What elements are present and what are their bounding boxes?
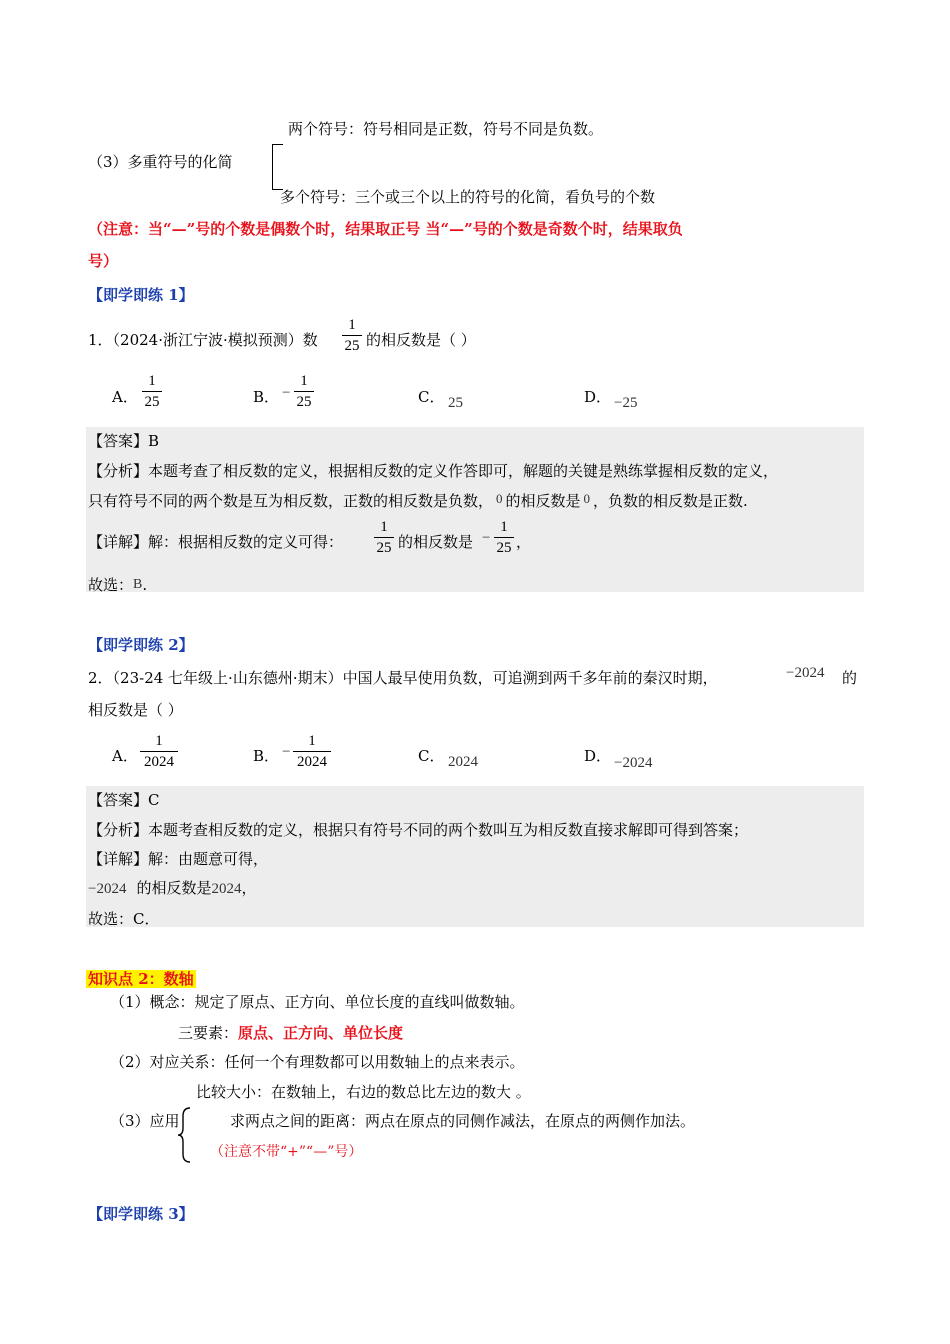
answer-2: 【答案】C bbox=[88, 791, 160, 809]
zero-value: 0 bbox=[583, 491, 591, 506]
detail-1-fraction bbox=[374, 518, 394, 557]
practice-2-title: 【即学即练 2】 bbox=[88, 636, 194, 654]
knowledge-title-text: 知识点 2：数轴 bbox=[88, 970, 194, 988]
practice-1-title: 【即学即练 1】 bbox=[88, 286, 194, 304]
option-a-label[interactable]: A． bbox=[112, 388, 138, 406]
option-a-fraction bbox=[142, 372, 162, 411]
detail-1-end: ， bbox=[516, 533, 532, 551]
option-b-label[interactable]: B． bbox=[253, 388, 280, 406]
knowledge-2-concept: （1）概念：规定了原点、正方向、单位长度的直线叫做数轴。 bbox=[110, 993, 525, 1011]
choose-1 bbox=[88, 574, 147, 595]
question-2-line-2: 相反数是（ ） bbox=[88, 701, 183, 719]
brace-icon bbox=[272, 144, 283, 190]
detail-value: −2024 bbox=[88, 881, 127, 897]
detail-1-prefix: 【详解】解：根据相反数的定义可得： bbox=[88, 533, 344, 551]
frac-num: 1 bbox=[380, 519, 388, 535]
question-2-prefix: 2．（23-24 七年级上·山东德州·期末）中国人最早使用负数，可追溯到两千多年前的秦汉时期， bbox=[88, 669, 718, 687]
detail-1-mid: 的相反数是 bbox=[398, 533, 474, 551]
knowledge-2-compare: 比较大小：在数轴上，右边的数总比左边的数大 。 bbox=[196, 1083, 531, 1101]
rule-many-signs: 多个符号：三个或三个以上的符号的化简，看负号的个数 bbox=[280, 188, 656, 206]
option-a-label[interactable]: A． bbox=[112, 747, 138, 765]
frac-num: 1 bbox=[300, 373, 308, 389]
option-b-label[interactable]: B． bbox=[253, 747, 280, 765]
note-body: 当“—”号的个数是偶数个时，结果取正号 当“—”号的个数是奇数个时，结果取负 bbox=[148, 220, 683, 238]
option-c-value: 25 bbox=[448, 395, 463, 411]
frac-num: 1 bbox=[348, 317, 356, 333]
note-line-1 bbox=[88, 218, 683, 239]
knowledge-2-distance-note: （注意不带“+”“—”号） bbox=[210, 1144, 363, 1160]
analysis-text: 的相反数是 bbox=[505, 492, 581, 510]
choose-value: B bbox=[133, 577, 143, 592]
option-b-fraction bbox=[294, 372, 314, 411]
detail-result: 2024 bbox=[211, 881, 242, 897]
question-2-value: −2024 bbox=[786, 665, 825, 681]
choose-end: . bbox=[142, 576, 148, 594]
frac-num: 1 bbox=[308, 733, 316, 749]
frac-den: 2024 bbox=[144, 754, 174, 770]
analysis-2: 【分析】本题考查相反数的定义，根据只有符号不同的两个数叫互为相反数直接求解即可得到答案； bbox=[88, 821, 749, 839]
option-a-fraction bbox=[140, 732, 178, 771]
knowledge-2-correspond: （2）对应关系：任何一个有理数都可以用数轴上的点来表示。 bbox=[110, 1053, 525, 1071]
frac-den: 2024 bbox=[297, 754, 327, 770]
option-c-value: 2024 bbox=[448, 754, 478, 770]
three-elements-body: 原点、正方向、单位长度 bbox=[238, 1024, 404, 1042]
knowledge-2-distance: 求两点之间的距离：两点在原点的同侧作减法，在原点的两侧作加法。 bbox=[230, 1112, 696, 1130]
detail-text: ， bbox=[241, 879, 257, 897]
choose-prefix: 故选： bbox=[88, 576, 134, 594]
answer-1: 【答案】B bbox=[88, 432, 160, 450]
option-b-sign: − bbox=[282, 744, 291, 760]
question-1-prefix: 1．（2024·浙江宁波·模拟预测）数 bbox=[88, 331, 318, 349]
question-1-fraction bbox=[342, 316, 362, 355]
knowledge-2-apply-label: （3）应用 bbox=[110, 1112, 180, 1130]
frac-num: 1 bbox=[500, 519, 508, 535]
frac-den: 25 bbox=[344, 338, 360, 354]
option-b-fraction bbox=[293, 732, 331, 771]
choose-2: 故选：C． bbox=[88, 910, 160, 928]
detail-1-sign: − bbox=[482, 530, 491, 546]
analysis-1-line-1: 【分析】本题考查了相反数的定义，根据相反数的定义作答即可，解题的关键是熟练掌握相反数的定义， bbox=[88, 462, 779, 480]
curly-brace-icon bbox=[176, 1106, 192, 1164]
detail-1-fraction-2 bbox=[494, 518, 514, 557]
rule-label-multiple-signs: （3）多重符号的化简 bbox=[88, 153, 233, 171]
question-2-suffix: 的 bbox=[842, 669, 858, 687]
analysis-1-line-2 bbox=[88, 490, 748, 511]
frac-den: 25 bbox=[496, 540, 512, 556]
option-d-value: −25 bbox=[614, 395, 638, 411]
practice-3-title: 【即学即练 3】 bbox=[88, 1205, 194, 1223]
frac-num: 1 bbox=[155, 733, 163, 749]
rule-two-signs: 两个符号：符号相同是正数，符号不同是负数。 bbox=[288, 120, 604, 138]
detail-text: 的相反数是 bbox=[136, 879, 212, 897]
knowledge-2-title bbox=[86, 968, 196, 989]
frac-den: 25 bbox=[144, 394, 160, 410]
frac-num: 1 bbox=[148, 373, 156, 389]
detail-2: 【详解】解：由题意可得， bbox=[88, 850, 269, 868]
detail-2-line-2 bbox=[88, 877, 257, 898]
frac-den: 25 bbox=[296, 394, 312, 410]
option-b-sign: − bbox=[282, 385, 291, 401]
frac-den: 25 bbox=[376, 540, 392, 556]
option-c-label[interactable]: C． bbox=[418, 747, 445, 765]
analysis-text: 只有符号不同的两个数是互为相反数，正数的相反数是负数， bbox=[88, 492, 494, 510]
option-d-label[interactable]: D． bbox=[584, 388, 612, 406]
question-1-suffix: 的相反数是（ ） bbox=[366, 331, 476, 349]
three-elements-prefix: 三要素： bbox=[178, 1024, 239, 1042]
option-d-label[interactable]: D． bbox=[584, 747, 612, 765]
note-line-2: 号） bbox=[88, 252, 119, 270]
analysis-text: ，负数的相反数是正数. bbox=[593, 492, 748, 510]
note-prefix: （注意： bbox=[88, 220, 149, 238]
option-d-value: −2024 bbox=[614, 755, 653, 771]
zero-value: 0 bbox=[496, 491, 503, 506]
option-c-label[interactable]: C． bbox=[418, 388, 445, 406]
knowledge-2-three-elements bbox=[178, 1022, 403, 1043]
